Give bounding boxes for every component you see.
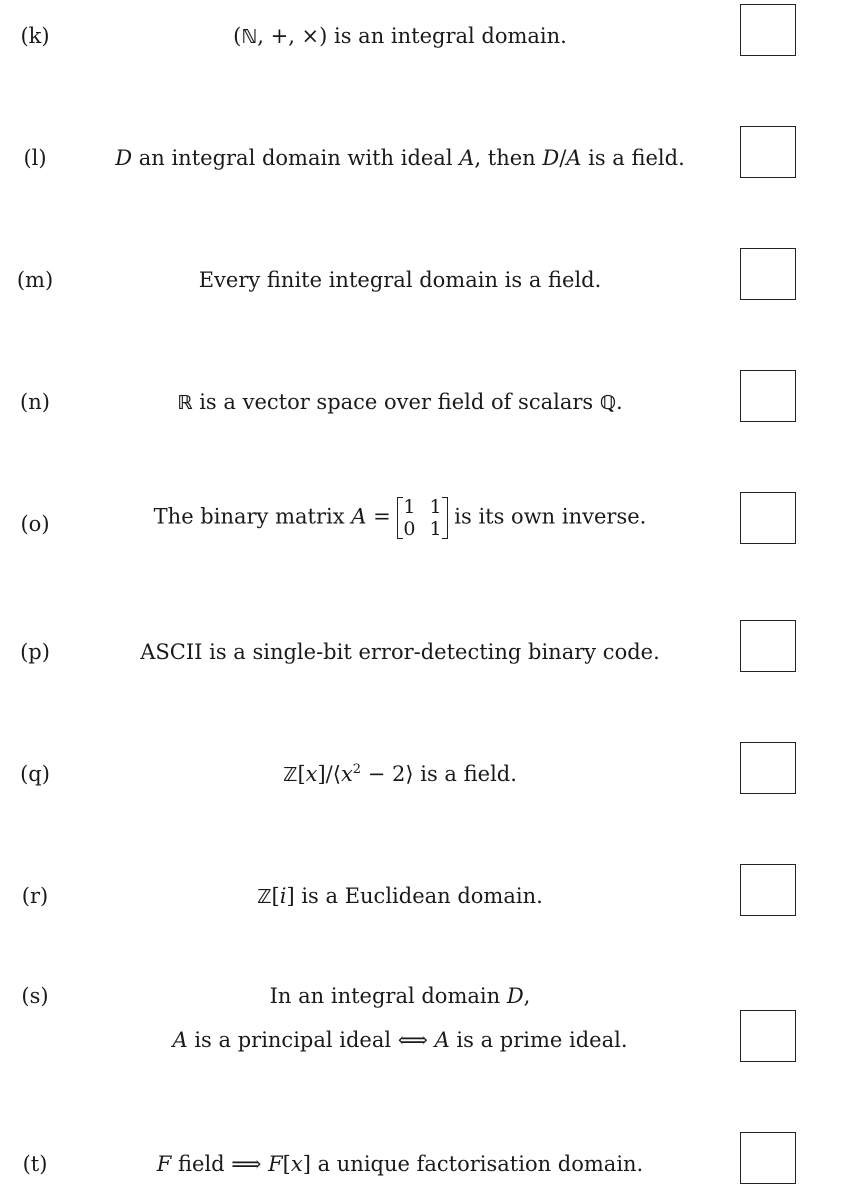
statement-text: ℝ is a vector space over field of scalars ℚ. [177, 390, 623, 414]
item-label: (r) [21, 884, 49, 908]
answer-box[interactable] [740, 1132, 796, 1184]
item-label: (q) [20, 762, 50, 786]
answer-box[interactable] [740, 492, 796, 544]
statement-text-line1: In an integral domain D, [269, 984, 531, 1008]
matrix-lead-text: The binary matrix [153, 504, 345, 529]
item-label: (o) [20, 512, 50, 536]
statement-text: ASCII is a single-bit error-detecting binary code. [140, 640, 660, 664]
answer-box[interactable] [740, 370, 796, 422]
statement-text: F field ⟹ F[x] a unique factorisation domain. [156, 1152, 644, 1176]
item-label: (m) [16, 268, 54, 292]
statement-text-line2: A is a principal ideal ⟺ A is a prime ideal. [172, 1028, 628, 1052]
item-label: (k) [20, 24, 50, 48]
answer-box[interactable] [740, 864, 796, 916]
statement-text: D an integral domain with ideal A, then D/A is a field. [115, 146, 685, 170]
answer-box[interactable] [740, 620, 796, 672]
statement-text: Every finite integral domain is a field. [198, 268, 602, 292]
answer-box[interactable] [740, 1010, 796, 1062]
item-label: (s) [21, 984, 49, 1008]
item-label: (p) [20, 640, 50, 664]
item-label: (l) [23, 146, 47, 170]
answer-box[interactable] [740, 742, 796, 794]
item-label: (n) [20, 390, 50, 414]
matrix-tail-text: is its own inverse. [454, 504, 647, 529]
binary-matrix: 1 1 0 1 [397, 496, 447, 540]
answer-box[interactable] [740, 4, 796, 56]
item-label: (t) [22, 1152, 48, 1176]
statement-text: The binary matrix A = 1 1 0 1 is its own inverse. [153, 496, 647, 540]
statement-text: ℤ[i] is a Euclidean domain. [257, 884, 543, 908]
answer-box[interactable] [740, 248, 796, 300]
statement-text: (ℕ, +, ×) is an integral domain. [233, 24, 567, 48]
statement-text-body: is a vector space over field of scalars [199, 390, 594, 414]
answer-box[interactable] [740, 126, 796, 178]
statement-text: $ℤ[x]/⟨x^2$ − 2⟩ is a field. [283, 762, 517, 786]
